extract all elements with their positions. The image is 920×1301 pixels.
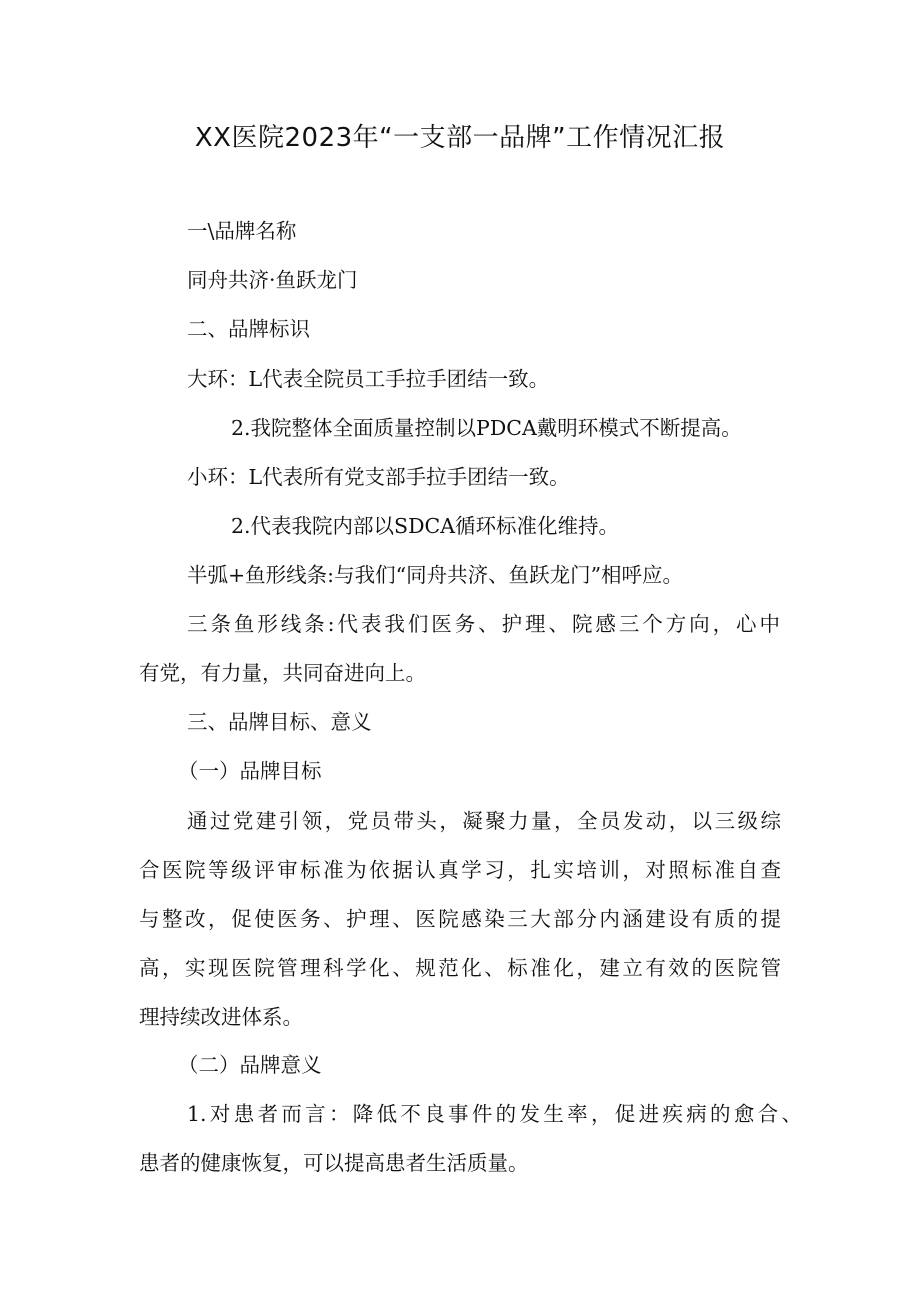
small-ring-line-1: 小环：L代表所有党支部手拉手团结一致。 <box>187 465 570 489</box>
three-fish-line-1: 三条鱼形线条:代表我们医务、护理、院感三个方向，心中 <box>187 612 780 636</box>
big-ring-line-1: 大环：L代表全院员工手拉手团结一致。 <box>187 367 550 391</box>
small-ring-line-2: 2.代表我院内部以SDCA循环标准化维持。 <box>231 514 620 538</box>
big-ring-line-2: 2.我院整体全面质量控制以PDCA戴明环模式不断提高。 <box>231 416 742 440</box>
brand-name: 同舟共济·鱼跃龙门 <box>187 268 358 292</box>
section1-heading: 一\品牌名称 <box>187 219 297 243</box>
goal-paragraph-line-1: 通过党建引领，党员带头，凝聚力量，全员发动，以三级综 <box>187 809 781 833</box>
goal-paragraph-line-4: 高，实现医院管理科学化、规范化、标准化，建立有效的医院管 <box>139 956 781 980</box>
sub1-heading: （一）品牌目标 <box>178 759 322 783</box>
goal-paragraph-line-5: 理持续改进体系。 <box>139 1005 303 1029</box>
meaning1-line-1: 1.对患者而言：降低不良事件的发生率，促进疾病的愈合、 <box>187 1102 802 1126</box>
goal-paragraph-line-2: 合医院等级评审标准为依据认真学习，扎实培训，对照标准自查 <box>139 858 781 882</box>
three-fish-line-2: 有党，有力量，共同奋进向上。 <box>139 661 426 685</box>
section2-heading: 二、品牌标识 <box>187 317 310 341</box>
meaning1-line-2: 患者的健康恢复，可以提高患者生活质量。 <box>139 1151 529 1175</box>
goal-paragraph-line-3: 与整改，促使医务、护理、医院感染三大部分内涵建设有质的提 <box>139 907 781 931</box>
arc-fish-line: 半弧+鱼形线条:与我们“同舟共济、鱼跃龙门”相呼应。 <box>187 563 684 587</box>
section3-heading: 三、品牌目标、意义 <box>187 710 372 734</box>
sub2-heading: （二）品牌意义 <box>178 1053 322 1077</box>
document-title: XX医院2023年“一支部一品牌”工作情况汇报 <box>194 123 726 153</box>
